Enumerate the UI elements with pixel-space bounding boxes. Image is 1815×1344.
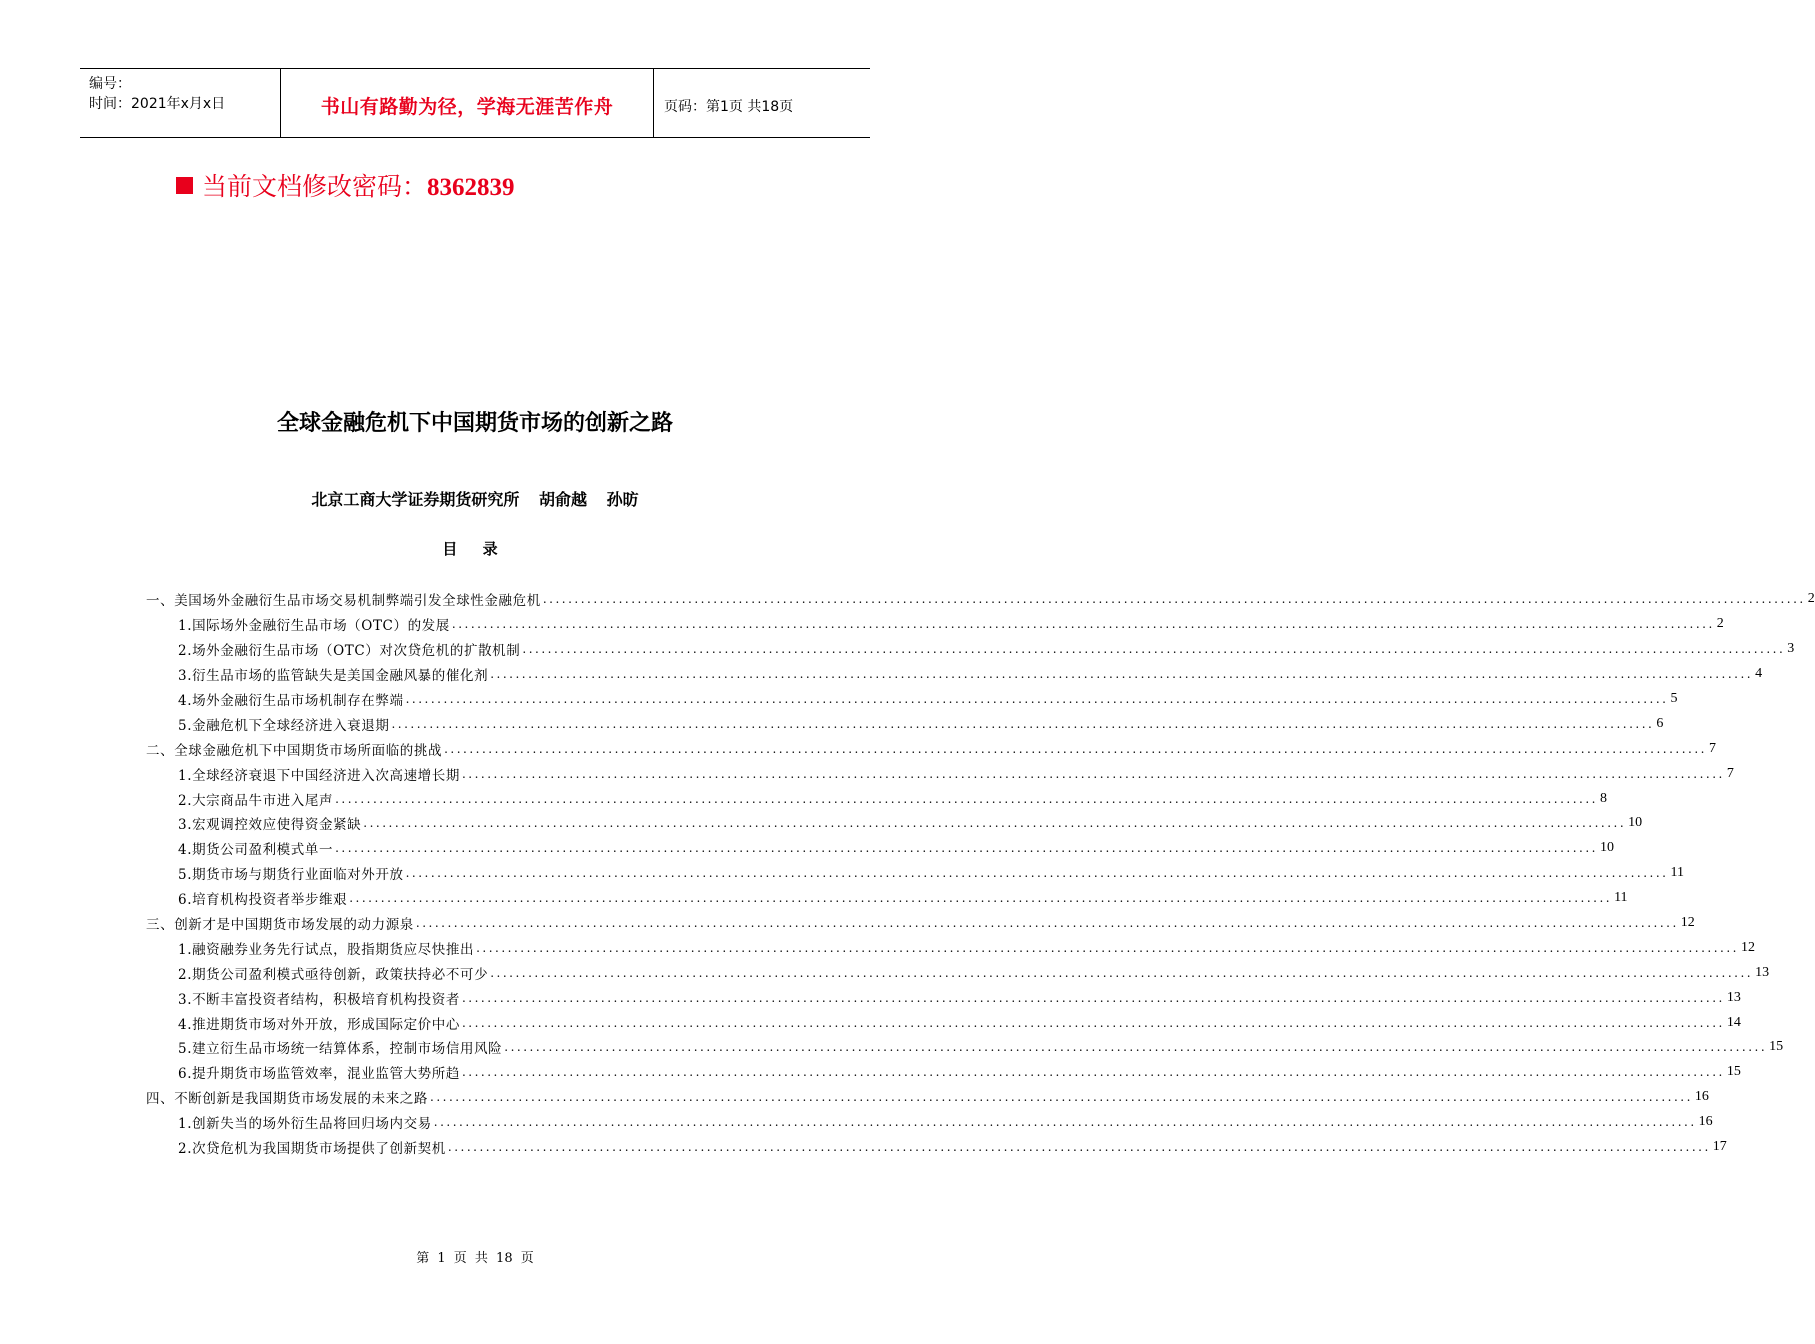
toc-entry-page: 17 [1712, 1139, 1727, 1155]
toc-entry-text: 2.大宗商品牛市进入尾声 [178, 792, 334, 809]
toc-entry[interactable] [146, 1135, 1727, 1160]
toc-entry-page: 7 [1709, 740, 1716, 756]
header-motto-cell [281, 69, 654, 137]
toc-entry-page: 13 [1726, 989, 1741, 1005]
time-label: 时间：2021年x月x日 [89, 96, 226, 112]
toc-entry[interactable] [146, 811, 1643, 836]
toc-entry-page: 14 [1726, 1014, 1741, 1030]
toc-entry-text: 一、美国场外金融衍生品市场交易机制弊端引发全球性金融危机 [146, 593, 541, 610]
toc-entry-text: 4.推进期货市场对外开放，形成国际定价中心 [178, 1016, 460, 1033]
toc-entry[interactable] [146, 687, 1678, 712]
toc-entry-text: 1.创新失当的场外衍生品将回归场内交易 [178, 1116, 432, 1133]
toc-leader-dots: ........................................................................................................................................................................................................ [447, 1140, 1711, 1155]
toc-entry[interactable] [146, 662, 1763, 687]
toc-heading: 目 录 [442, 540, 508, 558]
toc-entry-text: 2.场外金融衍生品市场（OTC）对次贷危机的扩散机制 [178, 643, 521, 660]
toc-entry-page: 3 [1787, 641, 1795, 657]
toc-leader-dots: ........................................................................................................................................................................................................ [349, 891, 1613, 906]
toc-entry-page: 12 [1740, 939, 1755, 955]
toc-entry-page: 10 [1628, 815, 1643, 831]
toc-entry-text: 四、不断创新是我国期货市场发展的未来之路 [146, 1091, 428, 1108]
page-footer: 第 1 页 共 18 页 [416, 1251, 534, 1266]
toc-entry[interactable] [146, 886, 1628, 911]
header-page-cell [654, 69, 870, 137]
toc-entry-text: 1.全球经济衰退下中国经济进入次高速增长期 [178, 767, 460, 784]
toc-entry-page: 10 [1599, 840, 1614, 856]
toc-entry[interactable] [146, 1035, 1784, 1060]
toc-entry-text: 3.宏观调控效应使得资金紧缺 [178, 817, 362, 834]
toc-entry[interactable] [146, 911, 1695, 936]
header-info-cell [80, 69, 281, 137]
toc-leader-dots: ........................................................................................................................................................................................................ [405, 866, 1669, 881]
toc-entry[interactable] [146, 1110, 1713, 1135]
toc-entry-text: 6.提升期货市场监管效率，混业监管大势所趋 [178, 1066, 460, 1083]
toc-entry-page: 11 [1614, 890, 1628, 906]
toc-entry[interactable] [146, 637, 1795, 662]
red-square-icon [176, 177, 193, 194]
toc-entry-page: 13 [1755, 964, 1770, 980]
toc-entry-text: 5.建立衍生品市场统一结算体系，控制市场信用风险 [178, 1041, 503, 1058]
number-label: 编号： [89, 76, 131, 92]
toc-entry-page: 2 [1807, 591, 1815, 607]
toc-leader-dots: ........................................................................................................................................................................................................ [461, 1065, 1725, 1080]
toc-entry-text: 2.期货公司盈利模式亟待创新，政策扶持必不可少 [178, 966, 489, 983]
toc-entry-page: 5 [1670, 691, 1678, 706]
toc-entry-text: 三、创新才是中国期货市场发展的动力源泉 [146, 917, 414, 934]
toc-entry-page: 11 [1670, 865, 1684, 881]
toc-entry-text: 3.不断丰富投资者结构，积极培育机构投资者 [178, 991, 460, 1008]
toc-entry-text: 4.期货公司盈利模式单一 [178, 842, 334, 859]
toc-entry-page: 2 [1716, 616, 1724, 632]
toc-entry-text: 1.国际场外金融衍生品市场（OTC）的发展 [178, 618, 450, 635]
toc-entry-text: 二、全球金融危机下中国期货市场所面临的挑战 [146, 742, 443, 759]
toc-leader-dots: ........................................................................................................................................................................................................ [405, 692, 1669, 706]
toc-entry-page: 7 [1726, 765, 1734, 781]
toc-leader-dots: ........................................................................................................................................................................................................ [476, 940, 1739, 955]
toc-leader-dots: ........................................................................................................................................................................................................ [490, 965, 1754, 980]
toc-entry-page: 16 [1698, 1114, 1713, 1130]
toc-entry[interactable] [146, 1085, 1709, 1110]
toc-entry-page: 8 [1599, 790, 1607, 806]
password-label: 当前文档修改密码： [202, 172, 428, 201]
toc-entry-page: 4 [1755, 666, 1763, 682]
toc-leader-dots: ........................................................................................................................................................................................................ [433, 1115, 1697, 1130]
toc-entry[interactable] [146, 612, 1724, 637]
toc-entry[interactable] [146, 861, 1684, 886]
toc-leader-dots: ........................................................................................................................................................................................................ [504, 1040, 1768, 1055]
document-title: 全球金融危机下中国期货市场的创新之路 [276, 411, 673, 436]
toc-entry[interactable] [146, 836, 1614, 861]
toc-entry-text: 5.期货市场与期货行业面临对外开放 [178, 867, 404, 884]
toc-entry-page: 6 [1656, 715, 1664, 731]
toc-leader-dots: ........................................................................................................................................................................................................ [391, 716, 1655, 731]
password-code: 8362839 [427, 174, 515, 201]
toc-entry-page: 12 [1680, 915, 1695, 931]
toc-entry-text: 1.融资融券业务先行试点，股指期货应尽快推出 [178, 941, 475, 958]
toc-leader-dots: ........................................................................................................................................................................................................ [363, 816, 1627, 831]
toc-leader-dots: ........................................................................................................................................................................................................ [490, 667, 1754, 682]
toc-entry[interactable] [146, 761, 1734, 786]
toc-entry[interactable] [146, 935, 1755, 960]
table-of-contents [146, 587, 1815, 1159]
toc-leader-dots: ........................................................................................................................................................................................................ [335, 841, 1598, 856]
toc-leader-dots: ........................................................................................................................................................................................................ [444, 741, 1707, 756]
toc-leader-dots: ........................................................................................................................................................................................................ [461, 766, 1725, 781]
toc-entry-text: 3.衍生品市场的监管缺失是美国金融风暴的催化剂 [178, 668, 489, 685]
toc-entry-page: 16 [1694, 1089, 1709, 1105]
toc-entry-text: 6.培育机构投资者举步维艰 [178, 892, 348, 909]
toc-entry-text: 4.场外金融衍生品市场机制存在弊端 [178, 693, 404, 709]
toc-leader-dots: ........................................................................................................................................................................................................ [335, 791, 1598, 806]
toc-entry[interactable] [146, 1010, 1741, 1035]
toc-entry-text: 5.金融危机下全球经济进入衰退期 [178, 717, 390, 734]
toc-entry-text: 2.次贷危机为我国期货市场提供了创新契机 [178, 1141, 446, 1158]
toc-entry[interactable] [146, 587, 1815, 612]
toc-entry-page: 15 [1726, 1064, 1741, 1080]
toc-entry[interactable] [146, 736, 1716, 761]
toc-entry[interactable] [146, 786, 1607, 811]
header-table [80, 68, 870, 138]
page-info: 页码：第1页 共18页 [664, 99, 794, 115]
toc-leader-dots: ........................................................................................................................................................................................................ [415, 916, 1679, 931]
toc-entry[interactable] [146, 1060, 1741, 1085]
toc-entry[interactable] [146, 985, 1741, 1010]
author-line: 北京工商大学证券期货研究所 胡俞越 孙昉 [311, 490, 639, 509]
toc-leader-dots: ........................................................................................................................................................................................................ [461, 990, 1725, 1005]
toc-entry[interactable] [146, 960, 1770, 985]
toc-leader-dots: ........................................................................................................................................................................................................ [461, 1015, 1725, 1030]
password-line [176, 167, 515, 203]
toc-leader-dots: ........................................................................................................................................................................................................ [522, 642, 1786, 657]
toc-entry[interactable] [146, 711, 1664, 736]
toc-leader-dots: ........................................................................................................................................................................................................ [542, 592, 1806, 607]
toc-leader-dots: ........................................................................................................................................................................................................ [451, 617, 1715, 632]
motto: 书山有路勤为径，学海无涯苦作舟 [320, 96, 614, 118]
toc-entry-page: 15 [1769, 1039, 1784, 1055]
toc-leader-dots: ........................................................................................................................................................................................................ [430, 1090, 1693, 1105]
